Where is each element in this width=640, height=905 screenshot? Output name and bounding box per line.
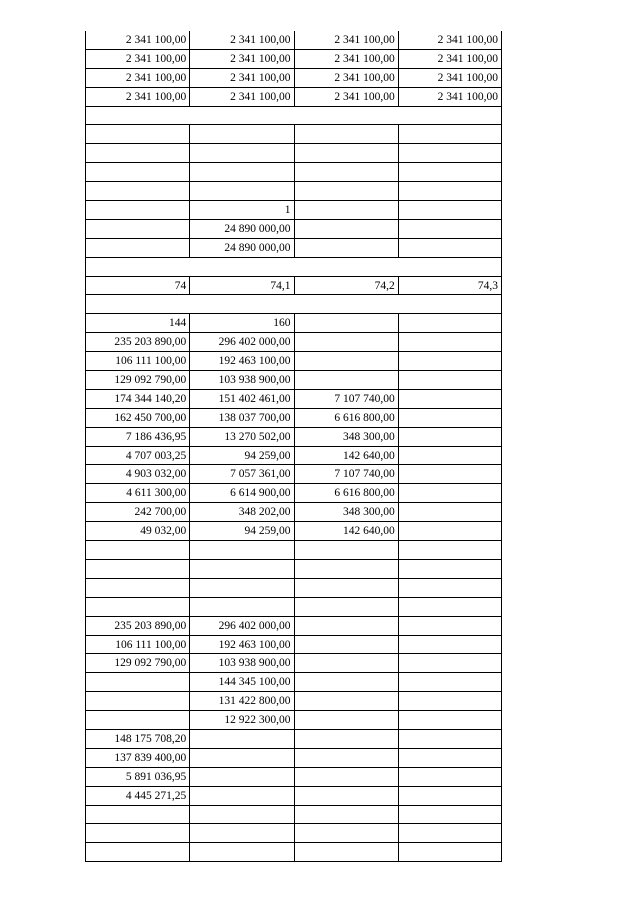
table-row [85,277,502,296]
table-cell[interactable]: 74 [85,277,189,295]
table-row [85,144,502,163]
table-cell[interactable] [398,333,502,351]
table-cell[interactable]: 4 903 032,00 [85,465,189,483]
table-cell[interactable]: 2 341 100,00 [189,88,293,106]
table-cell[interactable] [189,560,293,578]
table-cell[interactable]: 4 707 003,25 [85,447,189,465]
table-cell[interactable] [398,409,502,427]
table-cell[interactable] [398,673,502,691]
table-cell[interactable]: 296 402 000,00 [189,333,293,351]
table-row [85,806,502,825]
table-row [85,352,502,371]
table-cell[interactable]: 138 037 700,00 [189,409,293,427]
table-cell[interactable]: 2 341 100,00 [85,31,189,49]
table-cell[interactable]: 144 [85,314,189,332]
table-cell[interactable]: 131 422 800,00 [189,692,293,710]
table-cell[interactable]: 242 700,00 [85,503,189,521]
table-cell[interactable] [294,654,398,672]
table-cell[interactable] [294,806,398,824]
table-cell[interactable] [398,711,502,729]
table-cell[interactable]: 2 341 100,00 [398,50,502,68]
table-row [85,560,502,579]
table-cell[interactable] [85,239,189,257]
table-cell[interactable] [189,125,293,143]
table-cell[interactable] [189,541,293,559]
table-cell[interactable] [189,843,293,861]
table-cell[interactable] [85,258,189,276]
table-cell[interactable] [85,673,189,691]
table-cell[interactable] [294,295,398,313]
table-row [85,465,502,484]
table-row [85,711,502,730]
table-cell[interactable]: 6 616 800,00 [294,484,398,502]
table-row [85,371,502,390]
table-cell[interactable] [294,314,398,332]
table-cell[interactable] [85,806,189,824]
table-cell[interactable] [189,107,293,125]
table-cell[interactable] [294,843,398,861]
table-cell[interactable] [398,201,502,219]
table-cell[interactable] [85,598,189,616]
table-cell[interactable]: 129 092 790,00 [85,654,189,672]
table-cell[interactable]: 106 111 100,00 [85,636,189,654]
table-row [85,579,502,598]
table-cell[interactable]: 74,3 [398,277,502,295]
table-cell[interactable] [398,390,502,408]
table-cell[interactable] [294,560,398,578]
table-cell[interactable]: 148 175 708,20 [85,730,189,748]
table-cell[interactable] [294,824,398,842]
table-cell[interactable] [294,541,398,559]
table-cell[interactable] [294,371,398,389]
table-row [85,295,502,314]
table-cell[interactable]: 2 341 100,00 [294,50,398,68]
table-cell[interactable] [85,220,189,238]
table-cell[interactable] [189,768,293,786]
table-cell[interactable] [294,201,398,219]
table-cell[interactable]: 174 344 140,20 [85,390,189,408]
table-cell[interactable]: 7 057 361,00 [189,465,293,483]
table-cell[interactable] [398,579,502,597]
table-row [85,824,502,843]
table-row [85,220,502,239]
table-cell[interactable] [398,371,502,389]
table-cell[interactable]: 192 463 100,00 [189,636,293,654]
table-cell[interactable] [294,333,398,351]
table-cell[interactable] [398,258,502,276]
table-row [85,409,502,428]
table-cell[interactable]: 160 [189,314,293,332]
table-cell[interactable] [398,182,502,200]
table-cell[interactable]: 144 345 100,00 [189,673,293,691]
table-cell[interactable] [398,447,502,465]
table-row [85,617,502,636]
spreadsheet-table [85,31,502,862]
table-cell[interactable]: 103 938 900,00 [189,654,293,672]
table-row [85,787,502,806]
table-cell[interactable] [189,295,293,313]
table-cell[interactable]: 296 402 000,00 [189,617,293,635]
table-cell[interactable] [85,843,189,861]
table-cell[interactable] [398,465,502,483]
table-cell[interactable]: 142 640,00 [294,522,398,540]
table-cell[interactable] [294,125,398,143]
table-row [85,88,502,107]
table-row [85,390,502,409]
table-cell[interactable]: 94 259,00 [189,522,293,540]
table-row [85,749,502,768]
table-cell[interactable] [398,352,502,370]
table-row [85,314,502,333]
table-cell[interactable]: 2 341 100,00 [294,69,398,87]
table-cell[interactable] [189,806,293,824]
table-cell[interactable] [189,163,293,181]
table-cell[interactable]: 2 341 100,00 [189,69,293,87]
table-cell[interactable]: 106 111 100,00 [85,352,189,370]
table-cell[interactable] [189,182,293,200]
table-cell[interactable]: 2 341 100,00 [398,88,502,106]
table-cell[interactable]: 162 450 700,00 [85,409,189,427]
table-cell[interactable] [398,484,502,502]
table-cell[interactable] [398,295,502,313]
table-row [85,50,502,69]
table-cell[interactable] [85,295,189,313]
table-row [85,503,502,522]
table-cell[interactable]: 7 107 740,00 [294,465,398,483]
table-cell[interactable]: 13 270 502,00 [189,428,293,446]
table-cell[interactable] [398,749,502,767]
table-cell[interactable] [189,258,293,276]
table-row [85,447,502,466]
table-cell[interactable]: 24 890 000,00 [189,220,293,238]
table-cell[interactable]: 235 203 890,00 [85,617,189,635]
table-cell[interactable] [85,201,189,219]
table-row [85,333,502,352]
table-cell[interactable] [294,598,398,616]
table-cell[interactable] [398,239,502,257]
table-cell[interactable] [398,654,502,672]
table-row [85,428,502,447]
table-row [85,107,502,126]
table-cell[interactable] [294,107,398,125]
table-cell[interactable]: 103 938 900,00 [189,371,293,389]
table-cell[interactable] [398,692,502,710]
table-cell[interactable]: 6 614 900,00 [189,484,293,502]
table-cell[interactable] [85,125,189,143]
table-cell[interactable]: 74,2 [294,277,398,295]
table-cell[interactable] [294,749,398,767]
table-cell[interactable]: 2 341 100,00 [398,69,502,87]
table-cell[interactable] [294,787,398,805]
table-cell[interactable] [294,617,398,635]
table-cell[interactable] [294,768,398,786]
table-cell[interactable] [189,824,293,842]
table-cell[interactable]: 235 203 890,00 [85,333,189,351]
table-cell[interactable] [398,220,502,238]
table-cell[interactable]: 5 891 036,95 [85,768,189,786]
table-cell[interactable]: 142 640,00 [294,447,398,465]
table-row [85,541,502,560]
table-cell[interactable] [294,579,398,597]
table-row [85,125,502,144]
table-cell[interactable] [294,163,398,181]
table-cell[interactable] [189,787,293,805]
table-cell[interactable] [398,730,502,748]
table-row [85,768,502,787]
table-cell[interactable] [189,730,293,748]
table-cell[interactable]: 6 616 800,00 [294,409,398,427]
table-cell[interactable]: 24 890 000,00 [189,239,293,257]
table-cell[interactable] [294,258,398,276]
table-cell[interactable]: 129 092 790,00 [85,371,189,389]
table-row [85,730,502,749]
table-cell[interactable] [189,749,293,767]
table-cell[interactable]: 94 259,00 [189,447,293,465]
table-cell[interactable] [398,314,502,332]
table-cell[interactable] [294,239,398,257]
table-cell[interactable] [398,125,502,143]
table-row [85,843,502,862]
table-cell[interactable] [398,768,502,786]
table-row [85,182,502,201]
table-cell[interactable] [398,636,502,654]
table-cell[interactable]: 137 839 400,00 [85,749,189,767]
table-cell[interactable]: 2 341 100,00 [294,88,398,106]
table-cell[interactable] [398,522,502,540]
table-cell[interactable]: 348 300,00 [294,503,398,521]
table-cell[interactable] [398,107,502,125]
table-row [85,258,502,277]
table-cell[interactable] [85,560,189,578]
table-cell[interactable] [189,598,293,616]
table-cell[interactable]: 2 341 100,00 [85,69,189,87]
table-cell[interactable] [398,560,502,578]
table-row [85,598,502,617]
table-cell[interactable] [294,352,398,370]
table-cell[interactable]: 2 341 100,00 [85,88,189,106]
table-row [85,654,502,673]
table-cell[interactable] [398,428,502,446]
table-cell[interactable] [294,182,398,200]
table-cell[interactable] [398,598,502,616]
table-cell[interactable] [189,579,293,597]
table-cell[interactable] [398,541,502,559]
table-cell[interactable]: 192 463 100,00 [189,352,293,370]
table-cell[interactable] [398,617,502,635]
table-cell[interactable]: 49 032,00 [85,522,189,540]
table-cell[interactable]: 2 341 100,00 [398,31,502,49]
table-cell[interactable]: 2 341 100,00 [189,31,293,49]
table-cell[interactable]: 2 341 100,00 [85,50,189,68]
table-cell[interactable] [85,579,189,597]
table-cell[interactable] [189,144,293,162]
table-cell[interactable]: 2 341 100,00 [294,31,398,49]
table-row [85,692,502,711]
table-cell[interactable]: 7 107 740,00 [294,390,398,408]
table-row [85,484,502,503]
table-cell[interactable]: 7 186 436,95 [85,428,189,446]
table-cell[interactable] [85,541,189,559]
table-row [85,636,502,655]
table-cell[interactable]: 2 341 100,00 [189,50,293,68]
table-cell[interactable] [398,163,502,181]
table-cell[interactable]: 348 202,00 [189,503,293,521]
table-cell[interactable] [398,824,502,842]
table-cell[interactable]: 151 402 461,00 [189,390,293,408]
table-cell[interactable]: 348 300,00 [294,428,398,446]
table-cell[interactable]: 4 445 271,25 [85,787,189,805]
table-row [85,239,502,258]
table-cell[interactable] [294,144,398,162]
table-row [85,201,502,220]
table-cell[interactable] [294,220,398,238]
table-cell[interactable] [294,730,398,748]
table-cell[interactable]: 4 611 300,00 [85,484,189,502]
table-cell[interactable] [85,163,189,181]
table-cell[interactable] [398,144,502,162]
table-cell[interactable] [85,107,189,125]
table-cell[interactable]: 1 [189,201,293,219]
table-cell[interactable] [85,824,189,842]
table-cell[interactable] [294,636,398,654]
table-cell[interactable] [85,182,189,200]
table-cell[interactable]: 12 922 300,00 [189,711,293,729]
table-cell[interactable] [398,787,502,805]
table-cell[interactable] [398,503,502,521]
table-cell[interactable] [85,692,189,710]
table-cell[interactable] [294,673,398,691]
table-row [85,673,502,692]
table-cell[interactable] [85,711,189,729]
table-cell[interactable]: 74,1 [189,277,293,295]
table-cell[interactable] [294,692,398,710]
table-cell[interactable] [294,711,398,729]
table-row [85,31,502,50]
table-cell[interactable] [398,843,502,861]
table-cell[interactable] [398,806,502,824]
table-row [85,69,502,88]
table-row [85,522,502,541]
table-row [85,163,502,182]
table-cell[interactable] [85,144,189,162]
